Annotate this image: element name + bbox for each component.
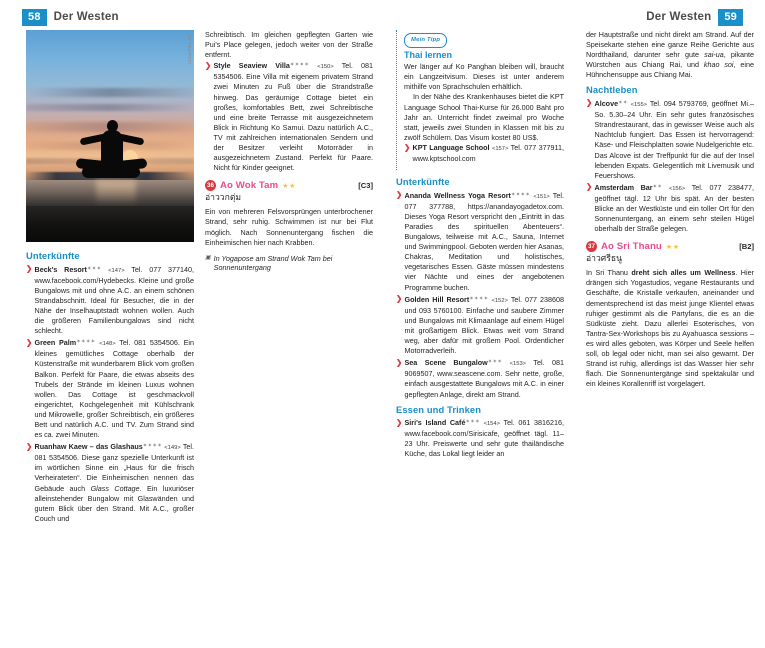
heading-unterkuenfte: Unterkünfte [396,176,450,188]
listing-name: Siri's Island Café [404,418,466,428]
place-name-thai: อ่าวศรีธนู [586,253,623,264]
rating-stars: ✴✴✴✴ [76,339,96,346]
foreign-term-khao-soi: khao soi [703,60,734,70]
rating-stars: ✴✴✴ [465,419,480,426]
tip-paragraph-1: Wer länger auf Ko Panghan bleiben will, braucht ein Langzeitvisum. Dieses ist unter anderem mithilfe von Sprachschulen erhältlich. [404,62,564,92]
listing-text: Tel. 077 377140, www.facebook.com/Hydebecks. Kleine und große Bungalows mit und ohne A.C. an einem schönen Strandabschnitt. Ideal für Besucher, die in der Nähe der Inselhauptstadt wohnen wollen. Auch die größeren Familienbungalows sind nicht schlecht. [34,264,194,336]
photo-icon: ▣ [205,254,211,261]
foreign-term-sai-ua: sai-ua [704,50,724,60]
listing-name: Ruanhaw Kaew – das Glashaus [34,442,143,452]
chevron-icon: ❯ [396,357,403,367]
place-rating-stars: ★★ [282,180,297,190]
map-reference: <151> [533,193,550,200]
continuation-paragraph [586,30,754,80]
listing-entry [586,98,754,181]
listing-entry [396,190,564,293]
yoga-silhouette-sunset-photo [26,30,194,242]
continuation-paragraph: Schreibtisch. Im gleichen gepflegten Garten wie Pui's Place gelegen, jedoch weiter von der Straße entfernt. [205,30,373,60]
rating-stars: ✴✴✴ [487,359,503,366]
column-1 [26,30,194,525]
listing-text: Tel. 081 5354506. Eine Villa mit eigenem privatem Strand zwei Minuten zu Fuß über die Strandstraße hinweg. Das geräumige Cottage bietet ein großes, komfortables Bett, zwei Schreibtische und eine breite Terrasse mit ausgezeichnetem Blick in Richtung Ko Samui. Dazu natürlich A.C., TV mit zahlreichen internationalen Sendern und der Besitzer verleiht Motorräder in ausgezeichnetem Zustand. Perfekt für Paare. Nicht für Kinder geeignet. [213,61,373,173]
tip-box-thai-lernen [396,30,564,170]
tip-title: Thai lernen [404,50,453,61]
map-reference: <154> [483,421,501,428]
photo-caption [205,254,373,273]
photo-credit: 114xx/fdo, utr [186,34,192,65]
heading-unterkuenfte: Unterkünfte [26,250,80,261]
listing-name: Green Palm [34,338,77,348]
listing-name: KPT Language School [412,142,490,152]
place-number-badge: 36 [205,180,216,191]
place-number-badge: 37 [586,241,597,252]
listing-entry [586,182,754,234]
page-number-right: 59 [718,9,743,26]
map-reference: <153> [509,361,527,368]
map-reference: <148> [99,341,116,348]
place-map-grid: [C3] [358,180,373,190]
chevron-icon: ❯ [26,441,33,451]
column-3 [396,30,564,461]
listing-entry [26,441,194,524]
place-description-start: In Sri Thanu [586,268,632,278]
listing-name: Beck's Resort [34,264,87,274]
map-reference: <157> [491,145,509,152]
chevron-icon: ❯ [586,182,593,192]
column-2 [205,30,373,273]
cloud-band [26,104,194,111]
section-title-right: Der Westen [646,11,712,23]
map-reference: <155> [630,102,648,109]
rating-stars: ✴✴✴✴ [469,295,489,302]
continuation-text: der Hauptstraße und nicht direkt am Strand. Auf der Speisekarte stehen eine ganze Reihe Gerichte aus Nordthailand, darunter sehr gute [586,30,754,60]
listing-name: Ananda Wellness Yoga Resort [404,190,511,200]
heading-nachtleben: Nachtleben [586,84,638,96]
listing-text: Tel. 077 377788, https://anandayogadetox.com. Dieses Yoga Resort verspricht den „Eintritt in das Paradies des spirituellen Abenteuers“. Bungalows, teilweise mit A.C., Sauna, Internet und Swimmingpool. Geboten werden hier Asanas, Chakras, Meditation und holistisches, vegetarisches Essen. Gäste müssen mindestens vier Nächte und eines der angebotenen Programme buchen. [404,190,564,292]
listing-text: Tel. 077 377911, www.kptschool.com [412,142,565,164]
listing-entry [396,294,564,357]
cloud-band [26,88,194,97]
place-name: Ao Sri Thanu [601,240,662,252]
chevron-icon: ❯ [205,60,212,70]
rating-stars: ✴✴✴✴ [142,443,163,450]
listing-entry [396,357,564,399]
listing-text: Tel. 077 238477, geöffnet tägl. 12 Uhr bis spät. An der besten Blicke an der Westküste und ein toller Ort für den Sonnenuntergang, an einem sehr steilen Hügel oberhalb der Straße gelegen. [594,182,755,234]
rating-stars: ✴✴ [618,100,628,107]
listing-name: Style Seaview Villa [213,61,290,71]
listing-text-italic: Glass Cottage [90,483,140,493]
tip-listing-entry [404,143,564,164]
listing-name: Sea Scene Bungalow [404,358,488,368]
rating-stars: ✴✴ [652,183,663,190]
listing-text-after: . Ein luxuriöser alleinstehender Bungalow mit Glaswänden und gutem Blick über den Strand. Mit A.C., großer Couch und [34,483,194,523]
section-title-left: Der Westen [53,11,119,23]
chevron-icon: ❯ [26,337,33,347]
listing-text: Tel. 094 5793769, geöffnet Mi.–So. 5.30–24 Uhr. Ein sehr gutes französisches Strandrestaurant, das in gewisser Weise auch als Nachtclub fungiert. Das Essen ist hervorragend: Käse- und Fleischplatten sowie Nudelgerichte etc. Das Alcove ist der Treffpunkt für die auf der Insel lebenden Expats. Gelegentlich mit Livemusik und Feuershows. [594,99,755,180]
listing-name: Alcove [594,99,619,109]
continuation-end: , eine Hühnchensuppe aus Chiang Mai. [586,60,754,80]
listing-entry [396,417,564,459]
listing-text: Tel. 081 9069507, www.seascene.com. Sehr nette, große, einfach ausgestattete Bungalows mit A.C. in einer gepflegten Anlage, direkt am Strand. [404,358,565,399]
map-reference: <156> [668,185,686,192]
listing-entry [26,264,194,337]
listing-text: Tel. 081 5354506. Diese ganz spezielle Unterkunft ist im wörtlichen Sinne ein „Haus für die frisch Verheirateten“. Die Einheimischen nennen das Gebäude auch [34,442,195,493]
rating-stars: ✴✴✴✴ [289,62,310,69]
chevron-icon: ❯ [26,263,33,273]
map-reference: <147> [108,267,125,274]
page-number-left: 58 [22,9,47,26]
place-name-thai: อ่าววกตุ่ม [205,192,242,203]
listing-entry [26,337,194,440]
place-heading-ao-sri-thanu [586,241,754,252]
yoga-figure-silhouette [76,120,146,212]
listing-text: Tel. 081 5354506. Ein kleines gemütliches Cottage oberhalb der Küstenstraße mit wunderbarem Blick vom großen Balkon. Perfekt für Paare, die etwas abseits des Trubels der Strände im kleinen Luxus wohnen wollen. Das Cottage ist geschmackvoll eingerichtet, Kochgelegenheit mit Kühlschrank und Mikrowelle, großer Schreibtisch, ein größeres Bett und natürlich A.C. und TV. Zum Strand sind es ca. zwei Minuten. [34,338,194,440]
place-description [586,268,754,389]
map-reference: <149> [164,445,181,452]
chevron-icon: ❯ [396,190,403,200]
map-reference: <152> [491,297,508,304]
listing-name: Amsterdam Bar [594,182,653,192]
place-description-bold: dreht sich alles um Wellness [631,268,736,278]
place-heading-ao-wok-tam [205,180,373,191]
rating-stars: ✴✴✴ [86,265,102,272]
continuation-mid: , pikante Würstchen aus Chiang Rai, und [586,50,755,70]
listing-text: Tel. 061 3816216, www.facebook.com/Sirisicafe, geöffnet tägl. 11–23 Uhr. Preiswerte und sehr gute thailändische Küche, das Lokal liegt leider an [404,418,564,459]
listing-text: Tel. 077 238608 und 093 5760100. Einfache und saubere Zimmer und Bungalows mit Klimaanlage auf einem Hügel mit großartigem Blick. Etwas weit vom Strand weg, aber dafür mit großem Pool. Ordentlicher Motorradverleih. [404,294,565,356]
place-name: Ao Wok Tam [220,179,279,191]
chevron-icon: ❯ [396,417,403,427]
rating-stars: ✴✴✴✴ [510,191,531,198]
tip-paragraph-2: In der Nähe des Krankenhauses bietet die KPT Language School Thai-Kurse für 26.000 Baht pro Jahr an. Unterricht findet zweimal pro Woche statt, jeweils zwei Stunden in Klassen mit bis zu zwölf Schülern. Das Visum kostet 80 US$. [404,92,564,142]
heading-essen-und-trinken: Essen und Trinken [396,403,482,415]
chevron-icon: ❯ [404,143,411,153]
running-head-right [646,8,743,26]
place-rating-stars: ★★ [665,241,680,251]
place-description: Ein von mehreren Felsvorsprüngen unterbrochener Strand, sehr ruhig. Schwimmen ist nur bei Flut möglich. Nach Sonnenuntergang fischen die Einheimischen hier nach Krabben. [205,207,373,247]
listing-name: Golden Hill Resort [404,294,470,304]
place-description-end: . Hier drängen sich Yogastudios, vegane Restaurants und Geschäfte, die Kristalle verkaufen, aneinander und dementsprechend ist das meist junge Klientel etwas ruhiger gestimmt als die Partyfans, die es an die Südküste zieht. Dazu allerlei Esoterisches, von Tantra-Sex-Workshops bis zu Ayahuasca sessions – es wird alles geboten, was Körper und Seele helfen soll, ob legal oder nicht, man sei also gewarnt. Der Strand ist ruhig, allerdings ist das Wasser hier sehr flach. Die Sonnenuntergänge sind spektakulär und ein kleines Korallenriff ist vorgelagert. [586,268,754,389]
chevron-icon: ❯ [586,98,593,108]
column-4 [586,30,754,389]
photo-caption-text: In Yogapose am Strand Wok Tam bei Sonnenuntergang [213,253,333,273]
listing-entry [205,60,373,173]
place-map-grid: [B2] [739,241,754,251]
running-head-left [22,8,119,26]
chevron-icon: ❯ [396,294,403,304]
mein-tipp-badge: Mein Tipp [404,33,447,48]
map-reference: <150> [317,64,334,71]
